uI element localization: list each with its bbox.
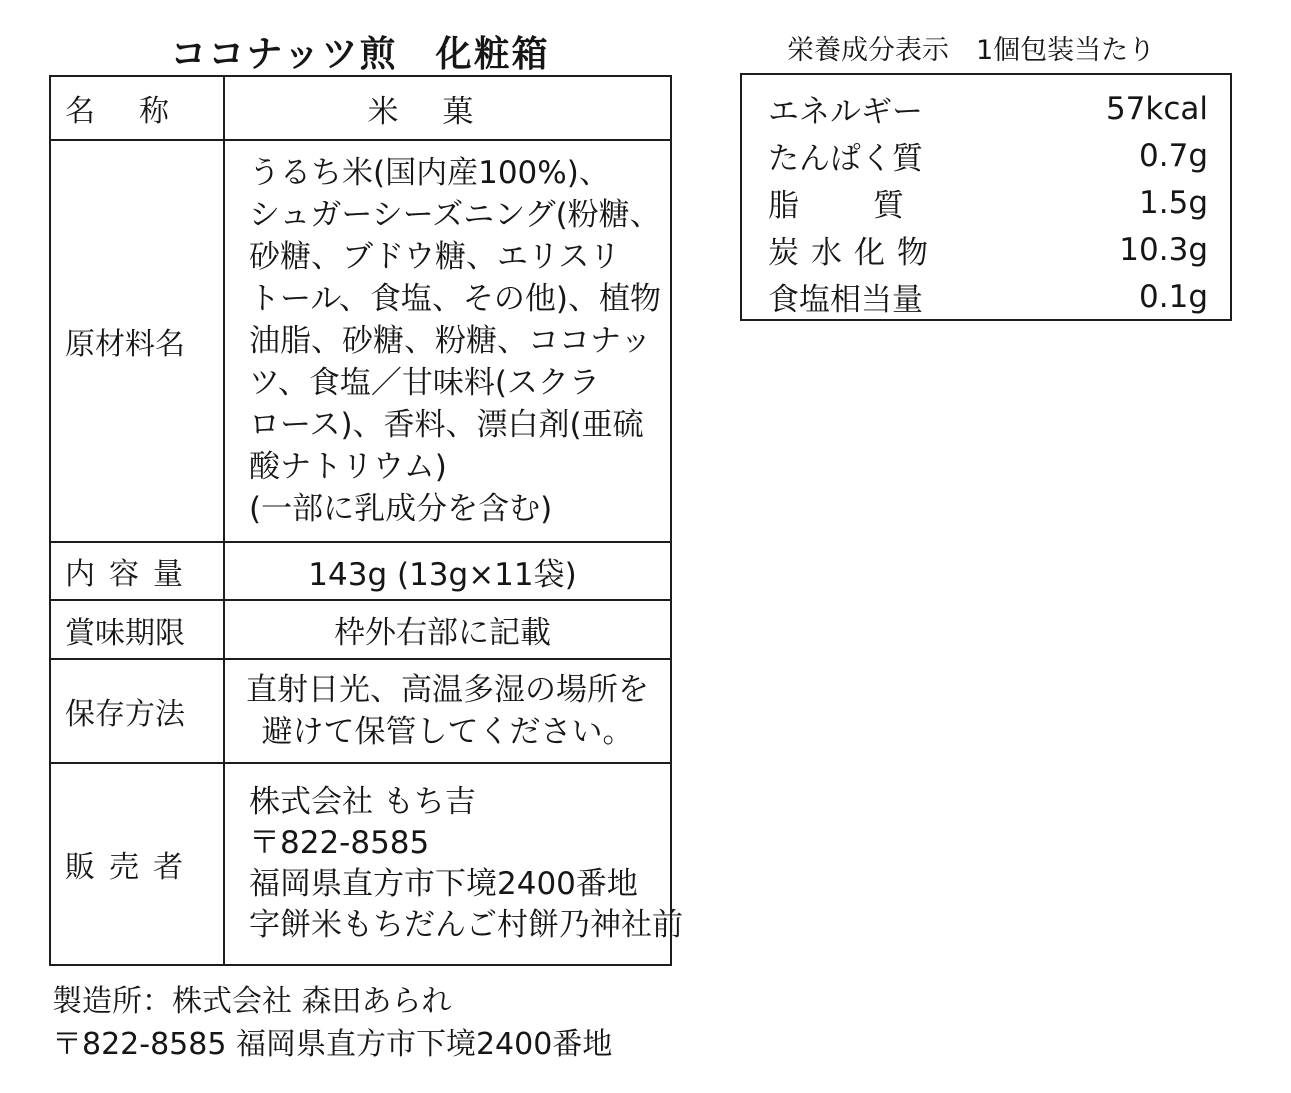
label-value-ingredients [224, 140, 671, 542]
nutrient-name: エネルギー [768, 94, 923, 130]
heading-seller-text: 販売者 [65, 850, 197, 885]
nutrient-value: 1.5g [1139, 184, 1208, 221]
ingredient-line: (一部に乳成分を含む) [249, 491, 553, 527]
label-value-best-before: 枠外右部に記載 [224, 600, 671, 659]
nutrient-name: 食塩相当量 [768, 282, 923, 318]
nutrient-name: 炭水化物 [768, 235, 940, 271]
nutrient-value: 57kcal [1105, 90, 1208, 127]
label-heading-seller [50, 763, 224, 965]
heading-contents-text: 内容量 [65, 557, 197, 592]
heading-name-text: 名称 [65, 94, 213, 129]
label-row-ingredients [50, 140, 671, 542]
label-row-seller [50, 763, 671, 965]
ingredient-line: ツ、食塩／甘味料(スクラ [249, 365, 600, 401]
label-heading-best-before: 賞味期限 [50, 600, 224, 659]
food-label-table [49, 75, 683, 966]
label-value-seller [224, 763, 683, 965]
label-heading-contents [50, 542, 224, 600]
nutrition-row-energy [742, 85, 1230, 132]
label-heading-storage: 保存方法 [50, 659, 224, 763]
value-name-text: 米菓 [367, 93, 518, 130]
manufacturer-line: 製造所：株式会社 森田あられ [52, 984, 452, 1019]
seller-line: 福岡県直方市下境2400番地 [249, 866, 638, 902]
label-heading-ingredients: 原材料名 [50, 140, 224, 542]
seller-line: 字餅米もちだんご村餅乃神社前 [249, 907, 683, 943]
ingredient-line: 油脂、砂糖、粉糖、ココナッ [249, 323, 652, 359]
nutrition-title: 栄養成分表示 1個包装当たり [787, 35, 1156, 66]
seller-line: 株式会社 もち吉 [249, 784, 476, 820]
nutrition-row-fat [742, 179, 1230, 226]
label-heading-name [50, 76, 224, 140]
seller-line: 〒822-8585 [249, 825, 430, 861]
product-title: ココナッツ煎 化粧箱 [170, 34, 550, 75]
nutrition-row-carbohydrate [742, 226, 1230, 273]
nutrition-row-salt [742, 273, 1230, 320]
label-value-name [224, 76, 671, 140]
nutrition-row-protein [742, 132, 1230, 179]
ingredient-line: トール、食塩、その他)、植物 [249, 281, 661, 317]
storage-line: 直射日光、高温多湿の場所を [246, 672, 649, 708]
ingredient-line: シュガーシーズニング(粉糖、 [249, 197, 661, 233]
manufacturer-info [52, 980, 612, 1066]
label-row-storage [50, 659, 671, 763]
label-value-contents: 143g (13g×11袋) [224, 542, 671, 600]
manufacturer-address: 〒822-8585 福岡県直方市下境2400番地 [52, 1027, 613, 1062]
nutrition-table [740, 73, 1232, 321]
label-row-name [50, 76, 671, 140]
label-value-storage [224, 659, 671, 763]
label-row-contents [50, 542, 671, 600]
ingredient-line: 砂糖、ブドウ糖、エリスリ [249, 239, 621, 275]
nutrient-value: 10.3g [1119, 231, 1208, 268]
ingredient-line: うるち米(国内産100%)、 [249, 155, 610, 191]
storage-line: 避けて保管してください。 [261, 714, 634, 750]
ingredient-line: 酸ナトリウム) [249, 449, 447, 485]
label-row-best-before [50, 600, 671, 659]
ingredient-line: ロース)、香料、漂白剤(亜硫 [249, 407, 644, 443]
nutrient-value: 0.1g [1139, 278, 1208, 315]
nutrient-name: 脂質 [768, 188, 978, 224]
nutrient-value: 0.7g [1139, 137, 1208, 174]
nutrient-name: たんぱく質 [768, 141, 923, 177]
